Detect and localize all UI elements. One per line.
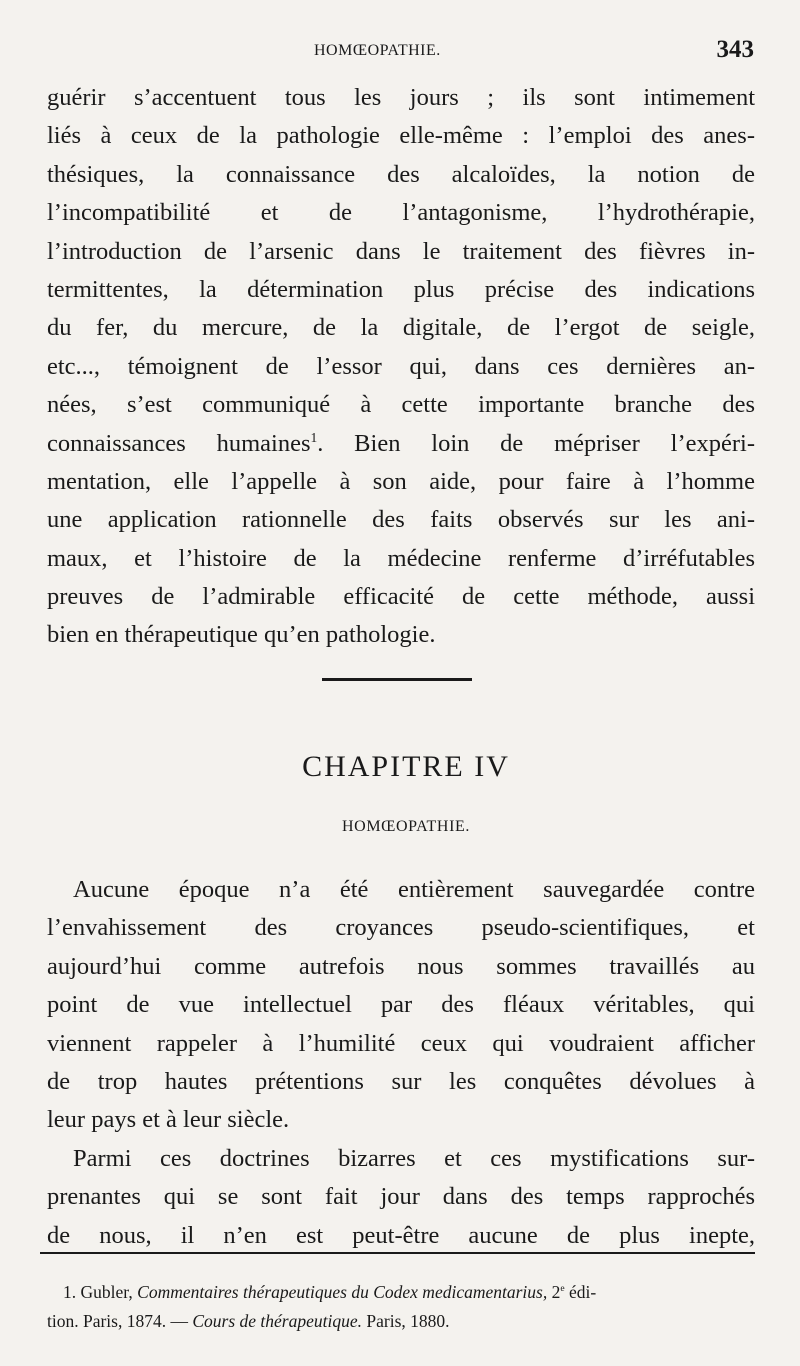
text-line: point de vue intellectuel par des fléaux véritables, qui [47,991,755,1019]
text-fragment: connaissances humaines [47,429,311,457]
text-line: de trop hautes prétentions sur les conquêtes dévolues à [47,1067,755,1095]
text-line: guérir s’accentuent tous les jours ; ils sont intimement [47,84,755,111]
text-line: bien en thérapeutique qu’en pathologie. [47,621,436,649]
text-line: leur pays et à leur siècle. [47,1106,290,1134]
text-line: etc..., témoignent de l’essor qui, dans ces dernières an- [47,352,755,380]
footnote-number: 1. [63,1282,77,1302]
chapter-body [47,871,755,1255]
text-line: thésiques, la connaissance des alcaloïdes, la notion de [47,160,755,188]
text-line: aujourd’hui comme autrefois nous sommes travaillés au [47,952,755,980]
text-line-with-footnote [47,425,755,463]
text-line: viennent rappeler à l’humilité ceux qui voudraient afficher [47,1029,755,1057]
footnote-edition: 2 [551,1282,561,1302]
text-line: prenantes qui se sont fait jour dans des temps rapprochés [47,1183,755,1211]
footnote-work-title: Cours de thérapeutique. [192,1311,362,1331]
text-line: l’envahissement des croyances pseudo-scientifiques, et [47,914,755,942]
footnote-edition-suffix: e [560,1283,565,1295]
text-line: termittentes, la détermination plus précise des indications [47,275,755,303]
footnote-text: Paris, 1880. [362,1311,450,1331]
text-line: du fer, du mercure, de la digitale, de l’ergot de seigle, [47,314,755,342]
text-line: de nous, il n’en est peut-être aucune de plus inepte, [47,1221,755,1249]
page-number: 343 [716,36,754,63]
running-title: HOMŒOPATHIE. [314,42,441,59]
text-line: une application rationnelle des faits observés sur les ani- [47,506,755,534]
paragraph-continued [47,79,755,655]
footnote-rule [40,1252,755,1254]
text-line: nées, s’est communiqué à cette importante branche des [47,391,755,419]
footnote-reference[interactable]: 1 [310,429,318,445]
footnote-line [47,1278,757,1307]
text-line: l’incompatibilité et de l’antagonisme, l’hydrothérapie, [47,199,755,227]
text-line: liés à ceux de la pathologie elle-même : l’emploi des anes- [47,122,755,150]
text-line: maux, et l’histoire de la médecine renferme d’irréfutables [47,544,755,572]
text-line: Parmi ces doctrines bizarres et ces mystifications sur- [73,1144,755,1172]
footnote-line [47,1307,757,1336]
running-header [0,36,800,66]
footnote-text: édi- [564,1282,597,1302]
footnote-text: tion. Paris, 1874. — [47,1311,193,1331]
chapter-subtitle: HOMŒOPATHIE. [342,818,470,835]
text-line: mentation, elle l’appelle à son aide, pour faire à l’homme [47,467,755,495]
text-line: l’introduction de l’arsenic dans le traitement des fièvres in- [47,237,755,265]
footnotes [47,1278,757,1336]
footnote-work-title: Commentaires thérapeutiques du Codex medicamentarius, [137,1282,548,1302]
section-separator [322,678,472,681]
text-line: preuves de l’admirable efficacité de cette méthode, aussi [47,583,755,611]
chapter-title: CHAPITRE IV [302,750,510,783]
text-fragment: . Bien loin de mépriser l’expéri- [317,429,755,457]
footnote-author: Gubler, [80,1282,133,1302]
text-line: Aucune époque n’a été entièrement sauvegardée contre [73,876,755,903]
